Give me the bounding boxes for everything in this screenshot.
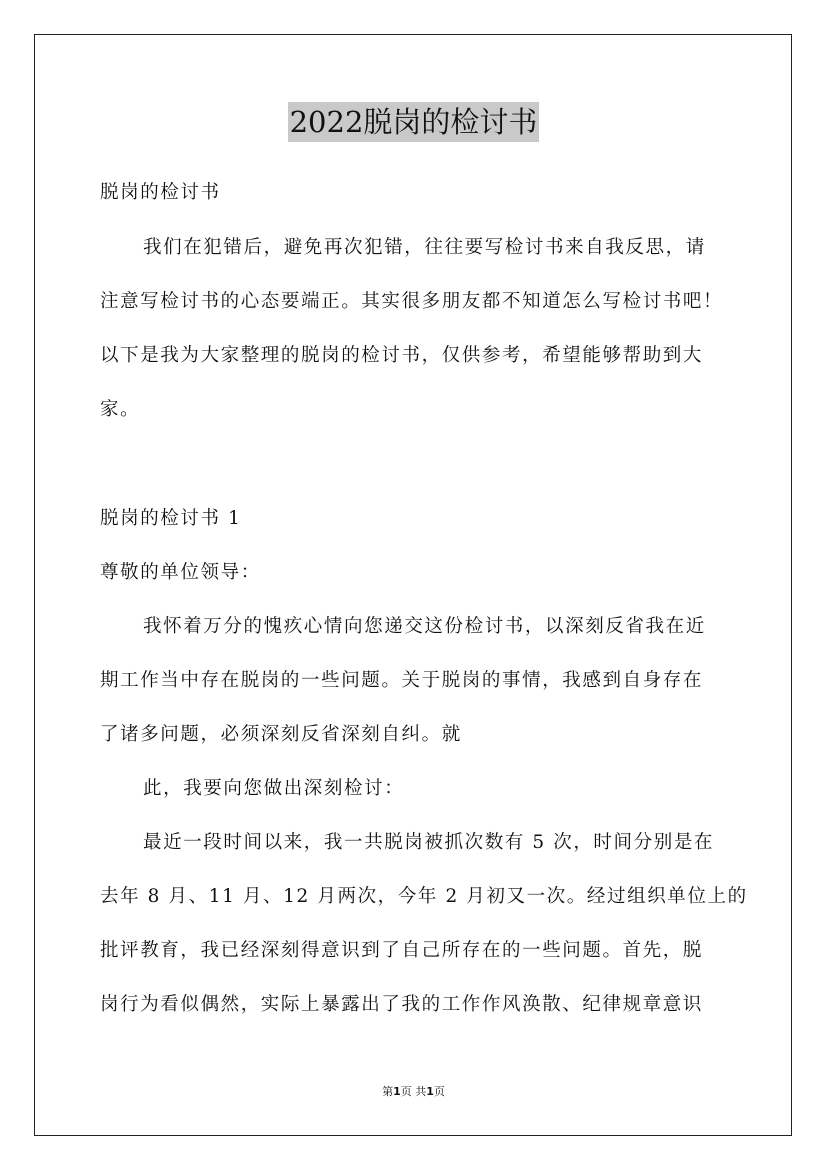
intro-line: 家。 bbox=[100, 399, 141, 420]
page-mid: 页 共 bbox=[400, 1085, 427, 1098]
page-number: 1 bbox=[393, 1085, 401, 1098]
page-prefix: 第 bbox=[382, 1085, 394, 1098]
intro-line: 注意写检讨书的心态要端正。其实很多朋友都不知道怎么写检讨书吧！ bbox=[100, 291, 724, 312]
page-footer bbox=[0, 1085, 827, 1099]
page-suffix: 页 bbox=[433, 1085, 445, 1098]
body-line: 我怀着万分的愧疚心情向您递交这份检讨书，以深刻反省我在近 bbox=[143, 616, 706, 637]
body-line: 最近一段时间以来，我一共脱岗被抓次数有 5 次，时间分别是在 bbox=[143, 832, 715, 853]
body-line: 了诸多问题，必须深刻反省深刻自纠。就 bbox=[100, 724, 462, 745]
page-total: 1 bbox=[426, 1085, 434, 1098]
body-line: 去年 8 月、11 月、12 月两次，今年 2 月初又一次。经过组织单位上的 bbox=[100, 886, 748, 907]
body-line: 岗行为看似偶然，实际上暴露出了我的工作作风涣散、纪律规章意识 bbox=[100, 994, 704, 1015]
document-title: 2022脱岗的检讨书 bbox=[288, 102, 540, 142]
title-container bbox=[0, 102, 827, 142]
intro-line: 以下是我为大家整理的脱岗的检讨书，仅供参考，希望能够帮助到大 bbox=[100, 345, 704, 366]
intro-line: 我们在犯错后，避免再次犯错，往往要写检讨书来自我反思，请 bbox=[143, 237, 706, 258]
document-subtitle: 脱岗的检讨书 bbox=[100, 182, 221, 203]
body-line: 批评教育，我已经深刻得意识到了自己所存在的一些问题。首先，脱 bbox=[100, 940, 704, 961]
body-line: 此，我要向您做出深刻检讨： bbox=[143, 778, 405, 799]
salutation: 尊敬的单位领导： bbox=[100, 562, 261, 583]
section-heading: 脱岗的检讨书 1 bbox=[100, 508, 242, 529]
body-line: 期工作当中存在脱岗的一些问题。关于脱岗的事情，我感到自身存在 bbox=[100, 670, 704, 691]
